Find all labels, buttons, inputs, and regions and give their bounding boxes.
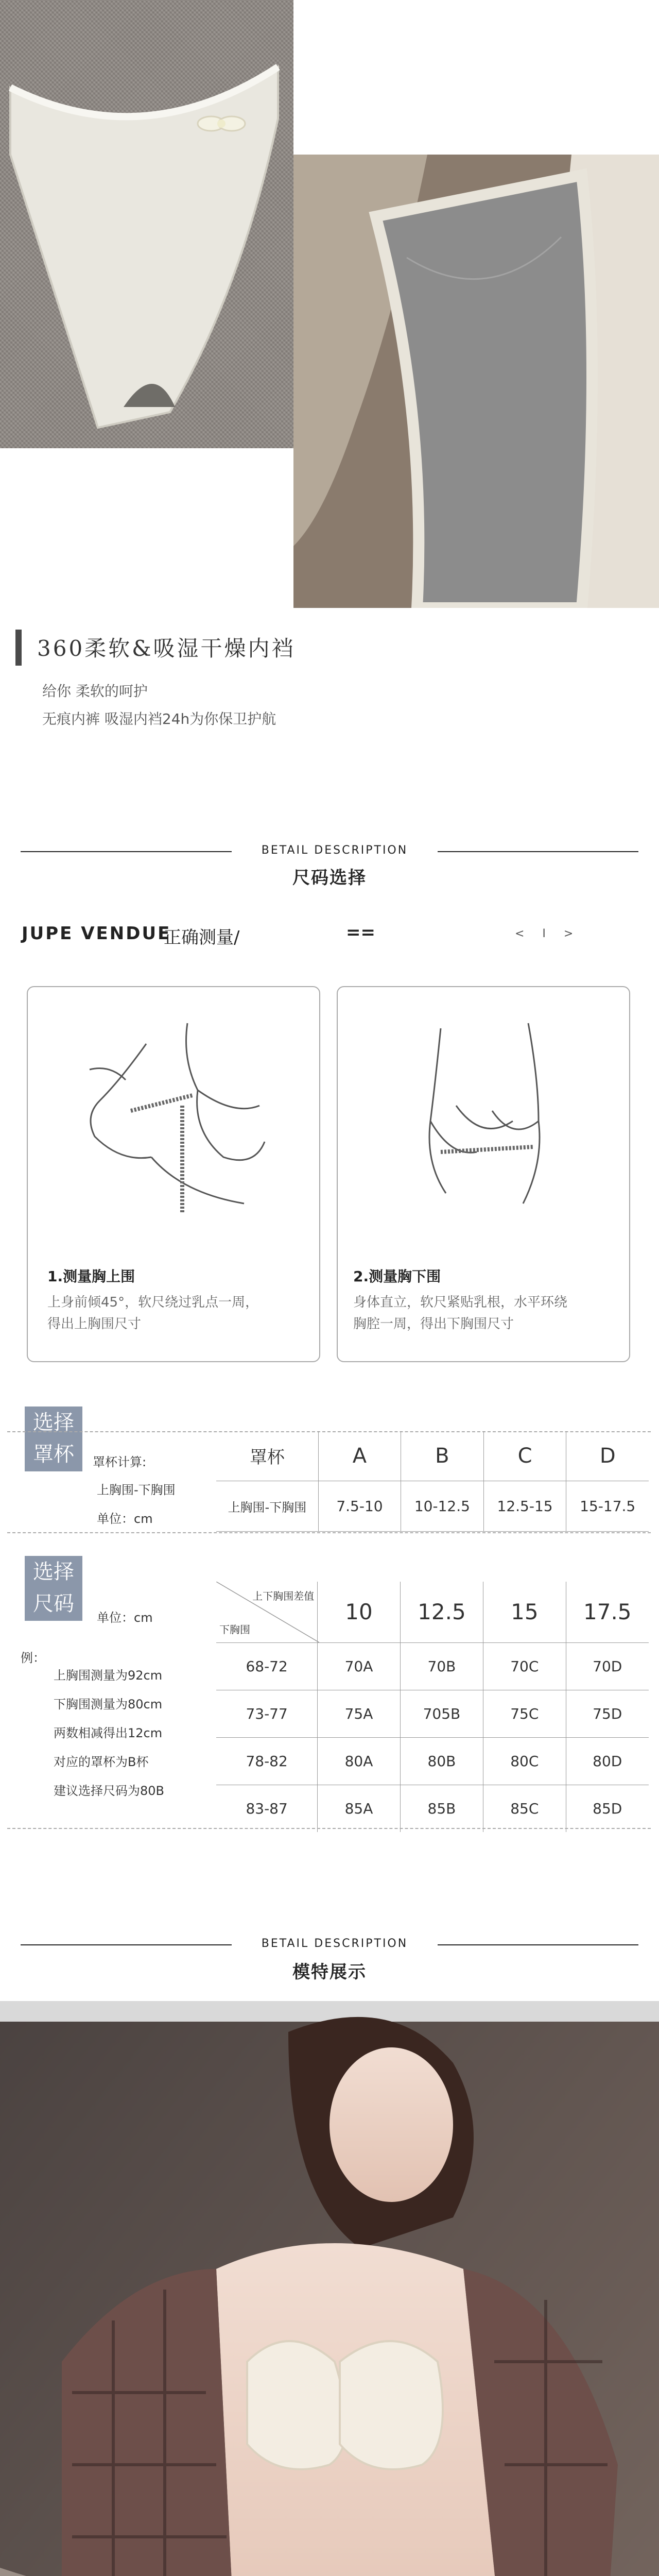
size-cell: 70B — [400, 1642, 483, 1690]
size-cell: 705B — [400, 1690, 483, 1737]
size-cell: 85A — [318, 1785, 400, 1832]
size-cell: 80A — [318, 1737, 400, 1785]
cup-row-label: 上胸围-下胸围 — [216, 1481, 318, 1531]
example-2: 下胸围测量为80cm — [54, 1697, 163, 1711]
size-corner — [216, 1582, 318, 1642]
section-size-en: BETAIL DESCRIPTION — [261, 844, 408, 857]
model-divider-right — [438, 1944, 638, 1945]
product-photo-white-panty — [0, 0, 293, 448]
measure-card-underbust — [337, 986, 630, 1362]
size-cell: 75A — [318, 1690, 400, 1737]
bow-icon — [198, 116, 245, 131]
size-side-label — [25, 1556, 82, 1621]
size-cell: 75C — [483, 1690, 566, 1737]
size-cell: 85D — [566, 1785, 649, 1832]
size-header-15: 15 — [483, 1582, 566, 1642]
section-divider-right — [438, 851, 638, 852]
brand-suffix: 正确测量/ — [164, 927, 240, 948]
white-panty-illustration — [0, 0, 293, 448]
size-cell: 75D — [566, 1690, 649, 1737]
cup-row-a: 7.5-10 — [318, 1481, 401, 1531]
section-model-cn: 模特展示 — [292, 1962, 367, 1982]
tape-measure-icon — [131, 1095, 193, 1214]
size-table-bottom-line — [7, 1828, 651, 1829]
cup-calc-formula: 上胸围-下胸围 — [97, 1483, 176, 1497]
size-range: 83-87 — [216, 1785, 318, 1832]
size-cell: 80C — [483, 1737, 566, 1785]
size-range: 68-72 — [216, 1642, 318, 1690]
product-photo-gusset — [293, 155, 659, 608]
nav-prev[interactable]: < — [515, 927, 525, 940]
size-cell: 70C — [483, 1642, 566, 1690]
cup-table-bottom-line — [7, 1532, 651, 1533]
hero-line-1: 给你 柔软的呵护 — [42, 683, 148, 700]
cup-header-a: A — [318, 1431, 401, 1481]
hero-line-2: 无痕内裤 吸湿内裆24h为你保卫护航 — [42, 710, 276, 727]
title-accent-bar — [15, 630, 22, 666]
gusset-illustration — [293, 155, 659, 608]
size-range: 73-77 — [216, 1690, 318, 1737]
model-divider-left — [21, 1944, 232, 1945]
cup-side-label-2: 罩杯 — [33, 1443, 74, 1466]
table-row — [216, 1690, 649, 1737]
example-1: 上胸围测量为92cm — [54, 1668, 163, 1683]
size-cell: 70D — [566, 1642, 649, 1690]
section-model-en: BETAIL DESCRIPTION — [261, 1937, 408, 1950]
size-header-10: 10 — [318, 1582, 400, 1642]
card-underbust-title: 2.测量胸下围 — [353, 1268, 441, 1285]
model-illustration — [0, 2001, 659, 2576]
measure-card-bust — [27, 986, 320, 1362]
size-side-label-1: 选择 — [33, 1560, 74, 1584]
card-bust-title: 1.测量胸上围 — [47, 1268, 135, 1285]
nav-indicator: I — [542, 927, 546, 940]
bust-measure-illustration — [28, 987, 319, 1234]
brand-name: JUPE VENDUE — [22, 923, 171, 944]
underbust-measure-illustration — [338, 987, 629, 1234]
cup-row-c: 12.5-15 — [483, 1481, 566, 1531]
table-row — [216, 1737, 649, 1785]
cup-header-d: D — [566, 1431, 649, 1481]
cup-header-label: 罩杯 — [216, 1431, 318, 1481]
size-cell: 70A — [318, 1642, 400, 1690]
example-3: 两数相减得出12cm — [54, 1726, 163, 1740]
size-cell: 80D — [566, 1737, 649, 1785]
nav-next[interactable]: > — [563, 927, 574, 940]
size-cell: 85B — [400, 1785, 483, 1832]
cup-table — [216, 1431, 649, 1532]
size-range: 78-82 — [216, 1737, 318, 1785]
equals-mark: == — [346, 922, 375, 943]
corner-bottom-label: 下胸围 — [219, 1623, 250, 1636]
nav-arrows — [515, 927, 573, 940]
table-row — [216, 1642, 649, 1690]
example-5: 建议选择尺码为80B — [54, 1784, 165, 1798]
card-bust-text-2: 得出上胸围尺寸 — [47, 1316, 142, 1332]
size-table — [216, 1582, 649, 1832]
cup-calc-label: 罩杯计算: — [93, 1455, 147, 1469]
table-row — [216, 1785, 649, 1832]
cup-header-c: C — [483, 1431, 566, 1481]
cup-side-label — [25, 1406, 82, 1471]
corner-top-label: 上下胸围差值 — [252, 1590, 315, 1602]
cup-row-b: 10-12.5 — [401, 1481, 484, 1531]
size-unit: 单位：cm — [97, 1611, 153, 1625]
cup-row-d: 15-17.5 — [566, 1481, 649, 1531]
model-photo — [0, 2001, 659, 2576]
card-bust-text-1: 上身前倾45°，软尺绕过乳点一周， — [47, 1295, 259, 1310]
example-title: 例： — [21, 1651, 45, 1665]
cup-side-label-1: 选择 — [33, 1411, 74, 1434]
hero-title: 360柔软&吸湿干燥内裆 — [37, 636, 296, 661]
size-side-label-2: 尺码 — [33, 1592, 74, 1616]
card-underbust-text-2: 胸腔一周，得出下胸围尺寸 — [353, 1316, 514, 1332]
section-divider-left — [21, 851, 232, 852]
example-4: 对应的罩杯为B杯 — [54, 1755, 149, 1769]
size-cell: 85C — [483, 1785, 566, 1832]
section-size-cn: 尺码选择 — [292, 868, 367, 888]
size-cell: 80B — [400, 1737, 483, 1785]
size-header-17-5: 17.5 — [566, 1582, 649, 1642]
size-header-12-5: 12.5 — [400, 1582, 483, 1642]
card-underbust-text-1: 身体直立，软尺紧贴乳根，水平环绕 — [353, 1295, 568, 1310]
cup-header-b: B — [401, 1431, 484, 1481]
cup-unit: 单位：cm — [97, 1512, 153, 1526]
